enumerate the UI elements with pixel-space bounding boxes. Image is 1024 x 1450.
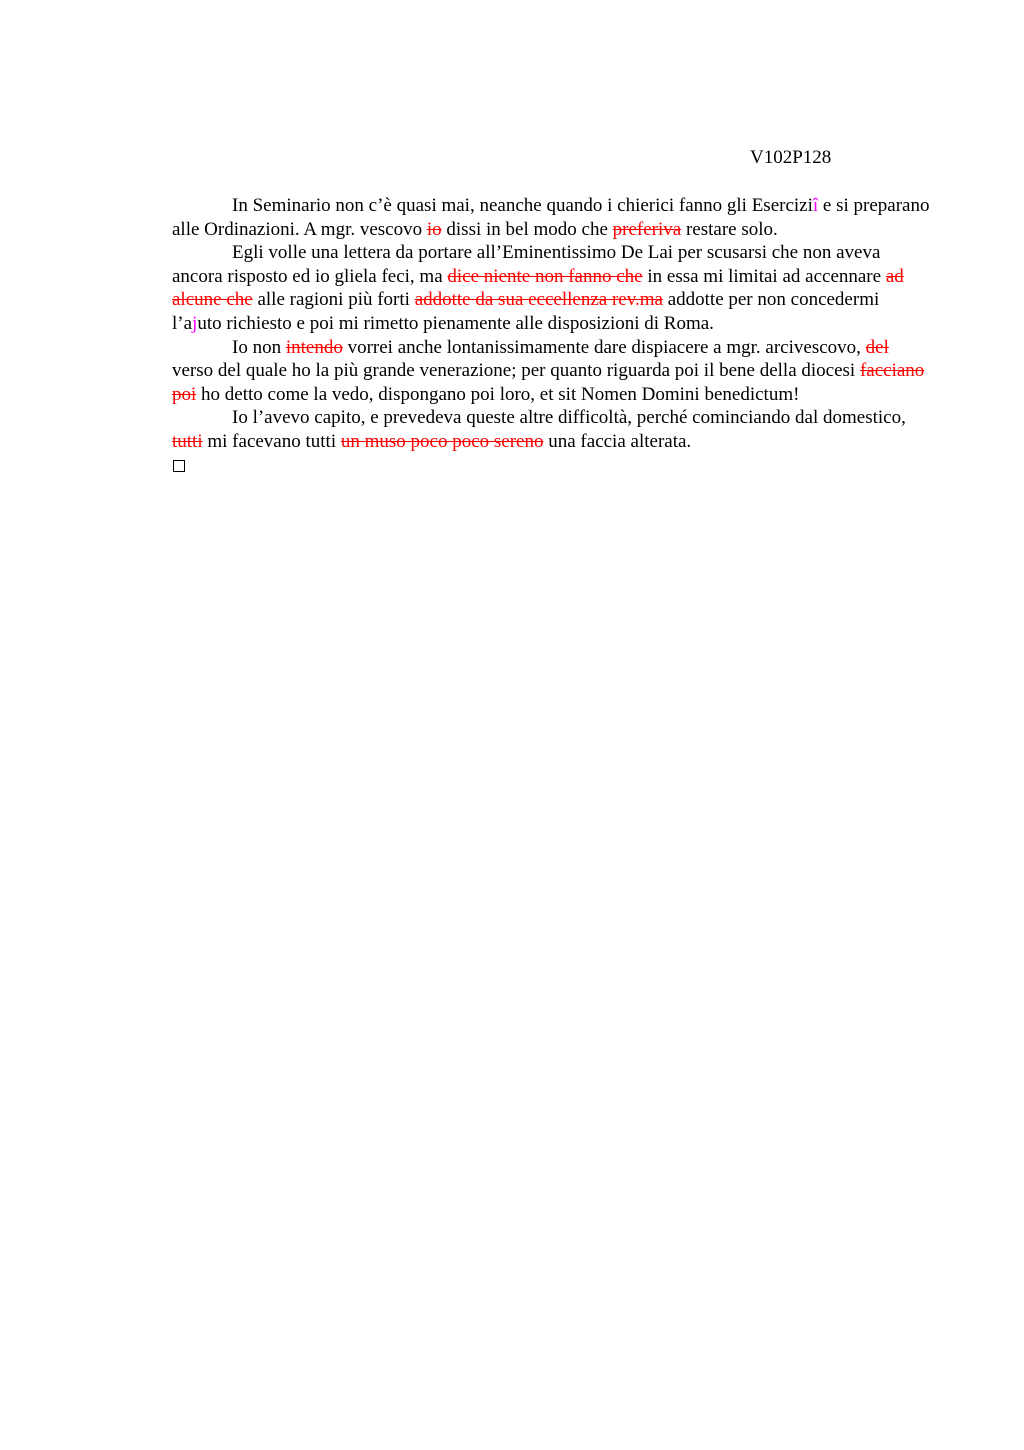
inserted-text: j bbox=[192, 312, 198, 334]
deleted-text: addotte da sua eccellenza rev.ma bbox=[414, 289, 663, 311]
deleted-text: facciano poi bbox=[172, 360, 925, 405]
text-segment: ho detto come la vedo, dispongano poi loro, et sit Nomen Domini benedictum! bbox=[196, 383, 800, 405]
deleted-text: un muso poco poco sereno bbox=[340, 430, 544, 452]
deleted-text: ad alcune che bbox=[172, 265, 904, 311]
deleted-text: io bbox=[426, 218, 442, 240]
text-segment: Egli volle una lettera da portare all’Eminentissimo De Lai per scusarsi che non aveva ancora risposto ed io gliela feci, ma bbox=[172, 242, 881, 287]
deleted-text: tutti bbox=[172, 430, 203, 452]
text-segment: verso del quale ho la più grande venerazione; per quanto riguarda poi il bene della diocesi bbox=[172, 360, 860, 382]
text-segment: alle ragioni più forti bbox=[252, 289, 415, 311]
text-segment: In Seminario non c’è quasi mai, neanche quando i chierici fanno gli Esercizi bbox=[232, 195, 813, 216]
deleted-text: intendo bbox=[285, 336, 343, 358]
empty-checkbox-icon bbox=[173, 460, 185, 472]
paragraph-4 bbox=[172, 406, 932, 453]
text-segment: addotte per non concedermi l’a bbox=[172, 289, 880, 334]
text-segment: dissi in bel modo che bbox=[441, 218, 613, 240]
paragraph-2 bbox=[172, 241, 932, 335]
text-segment: e si preparano alle Ordinazioni. A mgr. vescovo bbox=[172, 195, 930, 240]
deleted-text: del bbox=[865, 336, 889, 358]
text-segment: in essa mi limitai ad accennare bbox=[642, 265, 886, 287]
deleted-text: dice niente non fanno che bbox=[447, 265, 643, 287]
text-segment: vorrei anche lontanissimamente dare dispiacere a mgr. arcivescovo, bbox=[342, 336, 866, 358]
deleted-text: preferiva bbox=[612, 218, 682, 240]
paragraph-1 bbox=[172, 194, 932, 241]
body-text bbox=[172, 194, 932, 472]
text-segment: uto richiesto e poi mi rimetto pienamente alle disposizioni di Roma. bbox=[197, 312, 714, 334]
text-segment: restare solo. bbox=[681, 218, 778, 240]
text-segment: Io non bbox=[232, 336, 286, 358]
paragraph-3 bbox=[172, 336, 932, 407]
text-segment: Io l’avevo capito, e prevedeva queste altre difficoltà, perché cominciando dal domestico, bbox=[232, 407, 906, 429]
page-id: V102P128 bbox=[750, 147, 832, 168]
text-segment: mi facevano tutti bbox=[202, 430, 341, 452]
inserted-text: î bbox=[812, 195, 819, 216]
text-segment: una faccia alterata. bbox=[543, 430, 692, 452]
